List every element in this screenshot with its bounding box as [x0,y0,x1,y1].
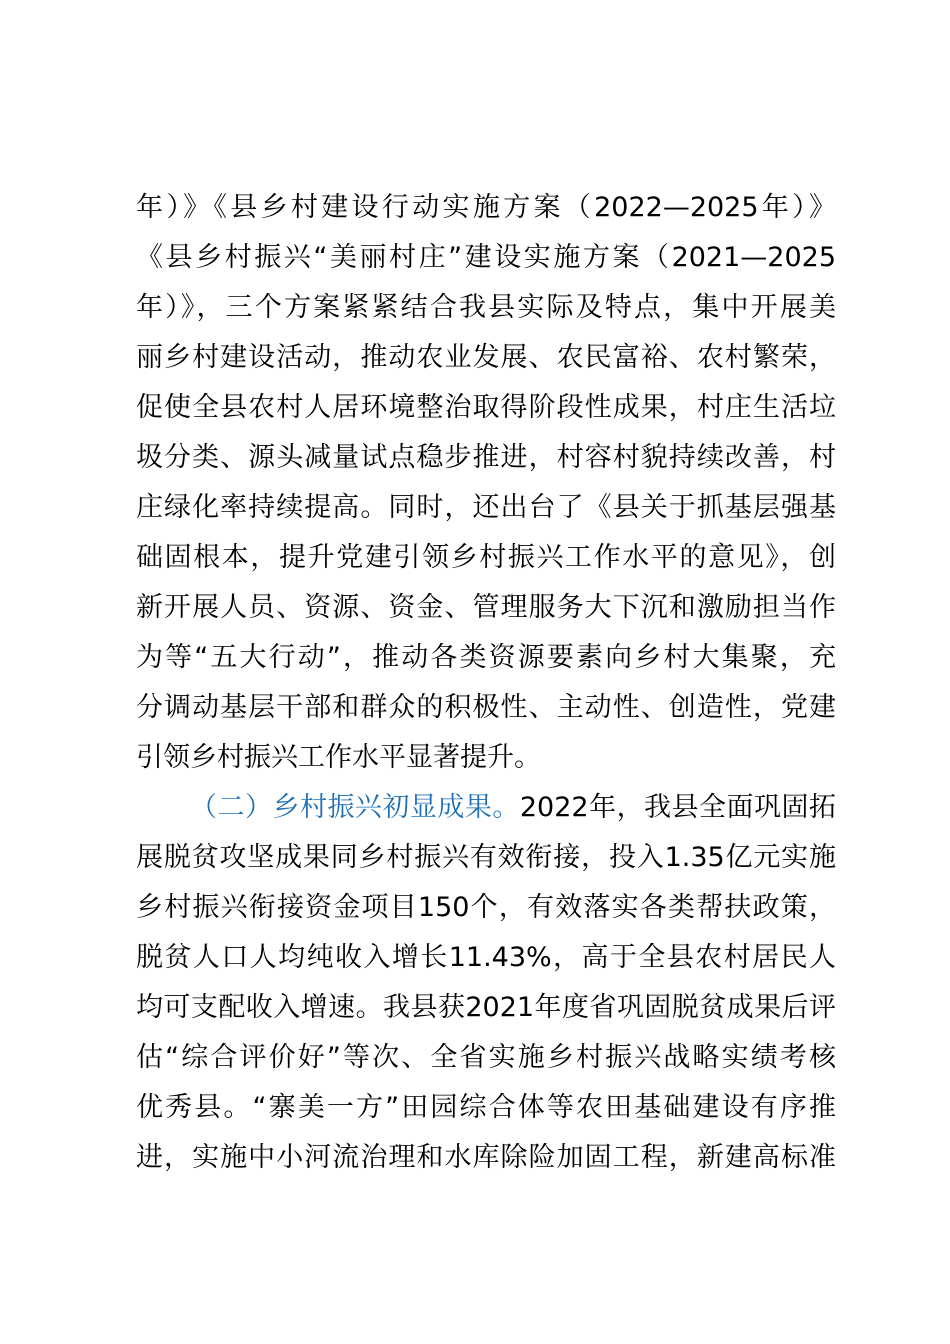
paragraph-1-line-3: 年）》，三个方案紧紧结合我县实际及特点，集中开展美 [136,292,836,323]
section-heading: （二）乡村振兴初显成果。 [190,792,520,823]
paragraph-2-line-8: 进，实施中小河流治理和水库除险加固工程，新建高标准 [136,1142,836,1173]
paragraph-1-line-10: 为等“五大行动”，推动各类资源要素向乡村大集聚，充 [136,642,836,673]
paragraph-2-line-7: 优秀县。“寨美一方”田园综合体等农田基础建设有序推 [136,1092,836,1123]
paragraph-1-line-4: 丽乡村建设活动，推动农业发展、农民富裕、农村繁荣， [136,342,836,373]
paragraph-1-line-11: 分调动基层干部和群众的积极性、主动性、创造性，党建 [136,692,836,723]
paragraph-2-line-4: 脱贫人口人均纯收入增长11.43%，高于全县农村居民人 [136,942,836,973]
body-text [136,183,836,1183]
paragraph-1-line-9: 新开展人员、资源、资金、管理服务大下沉和激励担当作 [136,592,836,623]
paragraph-1-line-2: 《县乡村振兴“美丽村庄”建设实施方案（2021—2025 [136,242,836,273]
paragraph-2-line-3: 乡村振兴衔接资金项目150个，有效落实各类帮扶政策， [136,892,836,923]
paragraph-1-line-5: 促使全县农村人居环境整治取得阶段性成果，村庄生活垃 [136,392,836,423]
paragraph-2-line-6: 估“综合评价好”等次、全省实施乡村振兴战略实绩考核 [136,1042,836,1073]
paragraph-2-line-1 [136,783,836,833]
paragraph-2-line-2: 展脱贫攻坚成果同乡村振兴有效衔接，投入1.35亿元实施 [136,842,836,873]
paragraph-1-line-8: 础固根本，提升党建引领乡村振兴工作水平的意见》，创 [136,542,836,573]
paragraph-1-line-6: 圾分类、源头减量试点稳步推进，村容村貌持续改善，村 [136,442,836,473]
paragraph-1-line-7: 庄绿化率持续提高。同时，还出台了《县关于抓基层强基 [136,492,836,523]
paragraph-2-first-line-rest: 2022年，我县全面巩固拓 [519,792,836,823]
paragraph-1-line-1: 年）》《县乡村建设行动实施方案（2022—2025年）》 [136,192,836,223]
paragraph-2-line-5: 均可支配收入增速。我县获2021年度省巩固脱贫成果后评 [136,992,836,1023]
paragraph-1-line-12: 引领乡村振兴工作水平显著提升。 [136,742,541,773]
